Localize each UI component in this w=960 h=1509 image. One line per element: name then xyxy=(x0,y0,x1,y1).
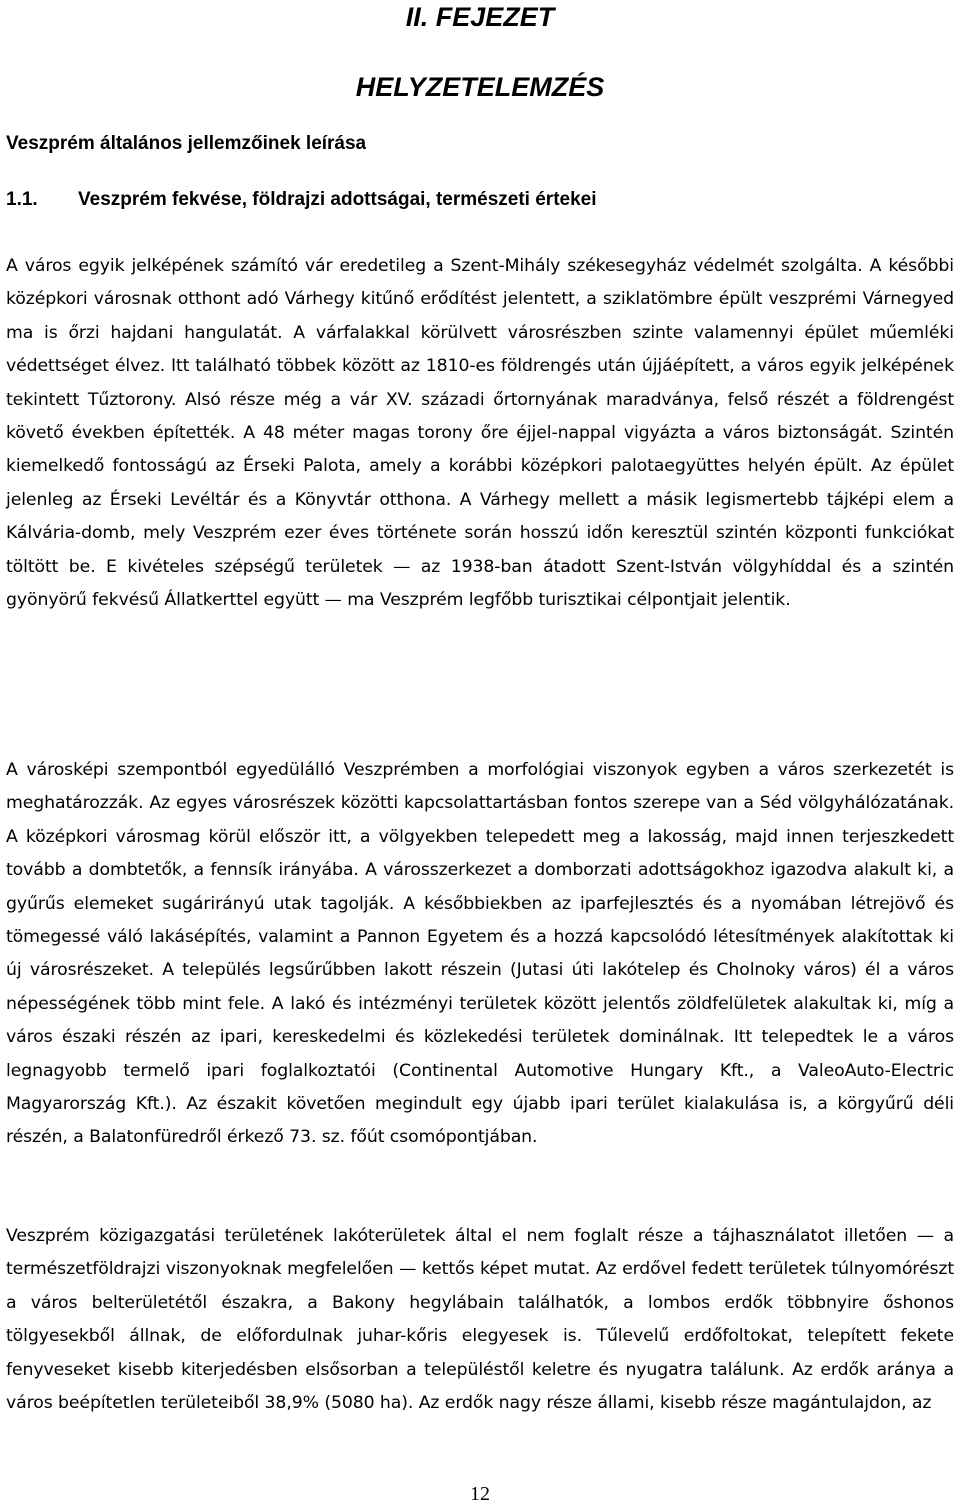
subsection-heading xyxy=(6,186,597,214)
subsection-title: Veszprém fekvése, földrajzi adottságai, természeti értekei xyxy=(78,189,597,210)
chapter-number: II. FEJEZET xyxy=(405,2,555,32)
subsection-number: 1.1. xyxy=(6,189,38,210)
page-number: 12 xyxy=(470,1483,490,1505)
paragraph-castle: A város egyik jelképének számító vár eredetileg a Szent-Mihály székesegyház védelmét szolgálta. A későbbi középkori városnak otthont adó Várhegy kitűnő erődítést jelentett, a sziklatömbre épült veszprémi Várnegyed ma is őrzi hajdani hangulatát. A várfalakkal körülvett városrészben szinte valamennyi épület műemléki védettséget élvez. Itt található többek között az 1810-es földrengés után újjáépített, a város egyik jelképének tekintett Tűztorony. Alsó része még a vár XV. századi őrtornyának maradványa, felső részét a földrengést követő években építették. A 48 méter magas torony őre éjjel-nappal vigyázta a város biztonságát. Szintén kiemelkedő fontosságú az Érseki Palota, amely a korábbi középkori palotaegyüttes helyén épült. Az épület jelenleg az Érseki Levéltár és a Könyvtár otthona. A Várhegy mellett a másik legismertebb tájképi elem a Kálvária-domb, mely Veszprém ezer éves története során hosszú időn keresztül szintén központi funkciókat töltött be. E kivételes szépségű területek — az 1938-ban átadott Szent-István völgyhíddal és a szintén gyönyörű fekvésű Állatkerttel együtt — ma Veszprém legfőbb turisztikai célpontjait jelentik. xyxy=(6,256,954,611)
paragraph-city-structure: A városképi szempontból egyedülálló Veszprémben a morfológiai viszonyok egyben a város szerkezetét is meghatározzák. Az egyes városrészek közötti kapcsolattartásban fontos szerepe van a Séd völgyhálózatának. A középkori városmag körül először itt, a völgyekben telepedett meg a lakosság, majd innen terjeszkedett tovább a dombtetők, a fennsík irányába. A városszerkezet a domborzati adottságokhoz igazodva alakult ki, a gyűrűs elemeket sugárirányú utak tagolják. A későbbiekben az iparfejlesztés és a nyomában létrejövő és tömegessé váló lakásépítés, valamint a Pannon Egyetem és a hozzá kapcsolódó létesítmények alakítottak ki új városrészeket. A település legsűrűbben lakott részein (Jutasi úti lakótelep és Cholnoky város) él a város népességének több mint fele. A lakó és intézményi területek között jelentős zöldfelületek alakultak ki, míg a város északi részén az ipari, kereskedelmi és közlekedési területek dominálnak. Itt telepedtek le a város legnagyobb termelő ipari foglalkoztatói (Continental Automotive Hungary Kft., a ValeoAuto-Electric Magyarország Kft.). Az északit követően megindult egy újabb ipari terület kialakulása is, a körgyűrű déli részén, a Balatonfüredről érkező 73. sz. főút csomópontjában. xyxy=(6,760,954,1148)
paragraph-land-use: Veszprém közigazgatási területének lakóterületek által el nem foglalt része a tájhasználatot illetően — a természetföldrajzi viszonyoknak megfelelően — kettős képet mutat. Az erdővel fedett területek túlnyomórészt a város belterületétől északra, a Bakony hegylábain találhatók, a lombos erdők többnyire őshonos tölgyesekből állnak, de előfordulnak juhar-kőris elegyesek is. Tűlevelű erdőfoltokat, telepített fekete fenyveseket kisebb kiterjedésben elsősorban a településtől keletre és nyugatra találunk. Az erdők aránya a város beépítetlen területeiből 38,9% (5080 ha). Az erdők nagy része állami, kisebb része magántulajdon, az xyxy=(6,1226,954,1414)
chapter-title: HELYZETELEMZÉS xyxy=(355,72,605,102)
section-heading: Veszprém általános jellemzőinek leírása xyxy=(6,133,367,154)
